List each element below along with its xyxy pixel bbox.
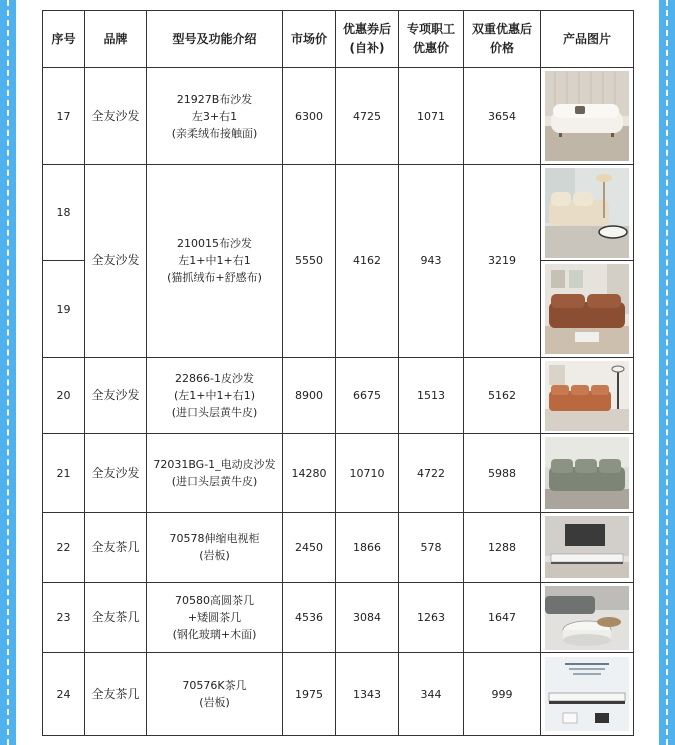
coupon-price-cell: 10710: [336, 434, 399, 512]
brand-cell: 全友沙发: [85, 357, 147, 433]
brand-cell: 全友沙发: [85, 164, 147, 357]
market-price-cell: 2450: [283, 512, 336, 582]
market-price-cell: 6300: [283, 68, 336, 165]
white-fabric-sofa-photo: [545, 71, 629, 161]
header-brand: 品牌: [85, 11, 147, 68]
model-cell: 72031BG-1_电动皮沙发 (进口头层黄牛皮): [147, 434, 283, 512]
staff-price-cell: 1513: [399, 357, 464, 433]
final-price-cell: 999: [464, 653, 541, 736]
coupon-price-cell: 1866: [336, 512, 399, 582]
staff-price-cell: 1263: [399, 583, 464, 653]
header-product-image: 产品图片: [541, 11, 634, 68]
brand-cell: 全友茶几: [85, 653, 147, 736]
row-number: 22: [43, 512, 85, 582]
product-image-cell: [541, 583, 634, 653]
tv-cabinet-photo: [545, 516, 629, 578]
brown-sofa-photo: [545, 264, 629, 354]
round-coffee-table-photo: [545, 586, 629, 650]
brand-cell: 全友茶几: [85, 583, 147, 653]
model-cell: 22866-1皮沙发 (左1+中1+右1) (进口头层黄牛皮): [147, 357, 283, 433]
model-cell: 70580高圆茶几 +矮圆茶几 (钢化玻璃+木面): [147, 583, 283, 653]
row-number: 20: [43, 357, 85, 433]
final-price-cell: 5988: [464, 434, 541, 512]
staff-price-cell: 4722: [399, 434, 464, 512]
staff-price-cell: 344: [399, 653, 464, 736]
model-cell: 210015布沙发 左1+中1+右1 (猫抓绒布+舒感布): [147, 164, 283, 357]
row-number: 17: [43, 68, 85, 165]
header-model: 型号及功能介绍: [147, 11, 283, 68]
product-image-cell: [541, 512, 634, 582]
final-price-cell: 3219: [464, 164, 541, 357]
model-cell: 70578伸缩电视柜 (岩板): [147, 512, 283, 582]
row-number: 21: [43, 434, 85, 512]
coupon-price-cell: 4725: [336, 68, 399, 165]
header-market-price: 市场价: [283, 11, 336, 68]
row-number: 24: [43, 653, 85, 736]
grey-leather-sofa-photo: [545, 437, 629, 509]
market-price-cell: 1975: [283, 653, 336, 736]
header-row: [43, 11, 634, 68]
left-dashed-line: [7, 0, 9, 745]
staff-price-cell: 1071: [399, 68, 464, 165]
right-dashed-line: [666, 0, 668, 745]
row-number: 19: [43, 261, 85, 358]
model-cell: 70576K茶几 (岩板): [147, 653, 283, 736]
brand-cell: 全友沙发: [85, 68, 147, 165]
product-image-cell: [541, 68, 634, 165]
brand-cell: 全友茶几: [85, 512, 147, 582]
final-price-cell: 3654: [464, 68, 541, 165]
table-row: [43, 68, 634, 165]
product-image-cell: [541, 164, 634, 261]
table-row: [43, 164, 634, 261]
coupon-price-cell: 3084: [336, 583, 399, 653]
coupon-price-cell: 1343: [336, 653, 399, 736]
header-staff-price: 专项职工 优惠价: [399, 11, 464, 68]
market-price-cell: 4536: [283, 583, 336, 653]
table-row: [43, 357, 634, 433]
final-price-cell: 5162: [464, 357, 541, 433]
table-row: [43, 512, 634, 582]
model-cell: 21927B布沙发 左3+右1 (亲柔绒布接触面): [147, 68, 283, 165]
header-no: 序号: [43, 11, 85, 68]
coupon-price-cell: 6675: [336, 357, 399, 433]
final-price-cell: 1288: [464, 512, 541, 582]
market-price-cell: 5550: [283, 164, 336, 357]
orange-leather-sofa-photo: [545, 361, 629, 431]
brand-cell: 全友沙发: [85, 434, 147, 512]
price-table: [42, 10, 634, 736]
product-image-cell: [541, 261, 634, 358]
table-row: [43, 653, 634, 736]
row-number: 23: [43, 583, 85, 653]
coupon-price-cell: 4162: [336, 164, 399, 357]
product-image-cell: [541, 434, 634, 512]
product-image-cell: [541, 653, 634, 736]
row-number: 18: [43, 164, 85, 261]
coffee-table-photo: [545, 657, 629, 731]
market-price-cell: 14280: [283, 434, 336, 512]
final-price-cell: 1647: [464, 583, 541, 653]
staff-price-cell: 578: [399, 512, 464, 582]
table-row: [43, 434, 634, 512]
market-price-cell: 8900: [283, 357, 336, 433]
header-final-price: 双重优惠后 价格: [464, 11, 541, 68]
header-coupon-price: 优惠券后 (自补): [336, 11, 399, 68]
beige-sofa-photo: [545, 168, 629, 258]
product-image-cell: [541, 357, 634, 433]
table-row: [43, 583, 634, 653]
staff-price-cell: 943: [399, 164, 464, 357]
